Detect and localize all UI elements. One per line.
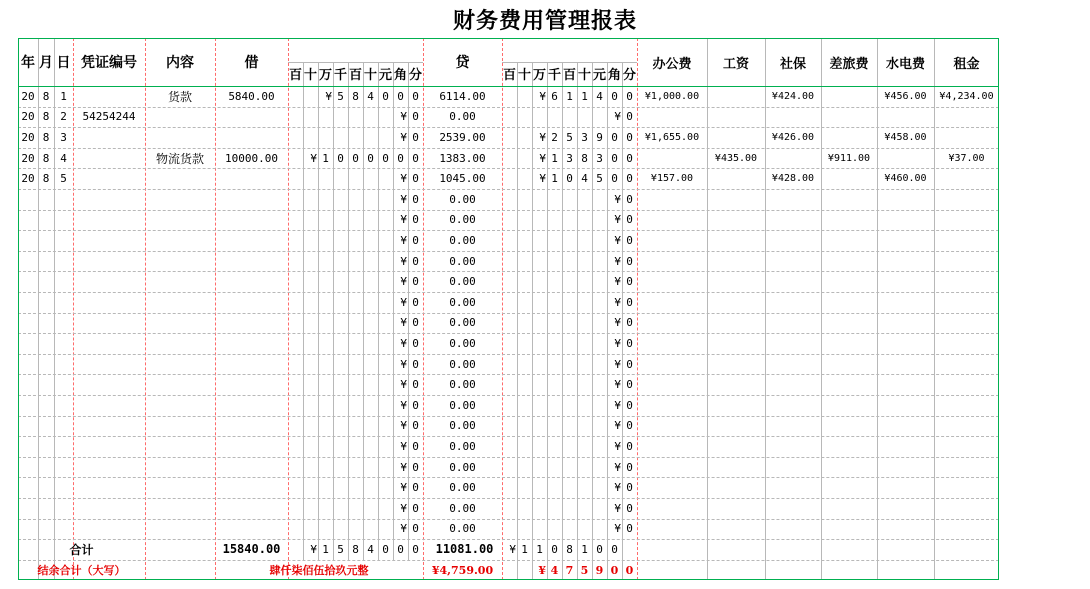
credit-digit: 0 (626, 172, 633, 186)
header-credit-digit: 万 (532, 68, 546, 83)
credit-digit: ¥ (539, 130, 546, 144)
cell-fee: ¥426.00 (771, 131, 815, 143)
credit-digit: 0 (626, 439, 633, 453)
header-content: 内容 (166, 55, 194, 71)
credit-digit: 4 (581, 172, 588, 186)
credit-digit: ¥ (614, 192, 621, 206)
debit-digit: 0 (412, 254, 419, 268)
credit-digit: 0 (566, 172, 573, 186)
credit-digit: ¥ (539, 89, 546, 103)
cell-year: 20 (21, 89, 35, 103)
cell-credit: 0.00 (449, 522, 476, 536)
cell-credit: 0.00 (449, 110, 476, 124)
cell-day: 1 (60, 89, 67, 103)
total-credit-digit: 1 (521, 542, 528, 556)
total-credit-digit: 1 (581, 542, 588, 556)
debit-digit: ¥ (400, 378, 407, 392)
total-credit-digit: 8 (566, 542, 573, 556)
balance-digit: ¥ (538, 563, 546, 577)
debit-digit: ¥ (400, 336, 407, 350)
credit-digit: 0 (626, 501, 633, 515)
cell-credit: 2539.00 (439, 130, 486, 144)
credit-digit: 9 (596, 130, 603, 144)
cell-fee: ¥1,655.00 (644, 131, 700, 143)
credit-digit: ¥ (614, 378, 621, 392)
credit-digit: 5 (596, 172, 603, 186)
credit-digit: 3 (566, 151, 573, 165)
credit-digit: 0 (626, 295, 633, 309)
header-credit-digit: 千 (547, 68, 561, 83)
credit-digit: 3 (596, 151, 603, 165)
debit-digit: ¥ (400, 295, 407, 309)
debit-digit: 0 (412, 501, 419, 515)
header-year: 年 (21, 55, 35, 71)
debit-digit: 0 (337, 151, 344, 165)
cell-credit: 0.00 (449, 213, 476, 227)
debit-digit: 0 (352, 151, 359, 165)
cell-fee: ¥460.00 (884, 173, 927, 185)
credit-digit: 1 (551, 151, 558, 165)
cell-year: 20 (21, 130, 35, 144)
debit-digit: 8 (352, 89, 359, 103)
cell-fee: ¥458.00 (884, 131, 927, 143)
cell-fee: ¥1,000.00 (644, 90, 700, 102)
debit-digit: 0 (412, 172, 419, 186)
debit-digit: 0 (412, 398, 419, 412)
cell-credit: 6114.00 (439, 89, 486, 103)
credit-digit: 0 (626, 254, 633, 268)
total-debit-digit: 0 (412, 542, 419, 556)
header-debit-digit: 角 (393, 68, 407, 83)
credit-digit: 0 (626, 233, 633, 247)
credit-digit: ¥ (614, 439, 621, 453)
credit-digit: ¥ (614, 213, 621, 227)
cell-month: 8 (42, 130, 50, 144)
header-voucher: 凭证编号 (81, 55, 137, 71)
header-credit: 贷 (455, 55, 470, 71)
credit-digit: 0 (611, 130, 618, 144)
debit-digit: ¥ (400, 172, 407, 186)
debit-digit: 0 (412, 89, 419, 103)
balance-digit: 7 (565, 563, 574, 577)
credit-digit: 0 (626, 481, 633, 495)
cell-content: 物流货款 (155, 151, 204, 166)
cell-fee: ¥428.00 (771, 173, 815, 185)
credit-digit: ¥ (614, 419, 621, 433)
debit-digit: ¥ (400, 460, 407, 474)
credit-digit: ¥ (614, 481, 621, 495)
header-debit-digit: 百 (288, 68, 302, 83)
debit-digit: 0 (412, 275, 419, 289)
cell-month: 8 (42, 110, 50, 124)
header-fee: 工资 (722, 56, 749, 72)
cell-year: 20 (21, 172, 35, 186)
report-title: 财务费用管理报表 (452, 8, 637, 34)
balance-amount: ¥4,759.00 (431, 563, 494, 577)
balance-digit: 4 (550, 563, 559, 577)
debit-digit: 0 (412, 378, 419, 392)
header-day: 日 (56, 55, 71, 71)
cell-fee: ¥911.00 (827, 152, 871, 164)
header-debit-digit: 百 (348, 68, 362, 83)
credit-digit: 5 (566, 130, 573, 144)
debit-digit: 0 (412, 151, 419, 165)
header-debit-digit: 万 (318, 68, 332, 83)
balance-digit: 5 (580, 563, 589, 577)
debit-digit: 0 (412, 419, 419, 433)
credit-digit: 0 (626, 213, 633, 227)
credit-digit: ¥ (614, 357, 621, 371)
cell-voucher: 54254244 (82, 110, 136, 124)
debit-digit: 0 (412, 357, 419, 371)
cell-credit: 0.00 (449, 419, 476, 433)
credit-digit: ¥ (614, 110, 621, 124)
header-fee: 办公费 (652, 56, 692, 72)
cell-credit: 1383.00 (439, 151, 486, 165)
credit-digit: 0 (611, 151, 618, 165)
header-debit-digit: 分 (408, 68, 422, 83)
debit-digit: 0 (382, 89, 389, 103)
debit-digit: 0 (412, 439, 419, 453)
cell-year: 20 (21, 151, 35, 165)
debit-digit: ¥ (400, 254, 407, 268)
debit-digit: ¥ (400, 357, 407, 371)
header-debit: 借 (244, 55, 259, 71)
cell-credit: 0.00 (449, 398, 476, 412)
cell-fee: ¥424.00 (771, 90, 815, 102)
header-credit-digit: 分 (622, 68, 636, 83)
total-debit-digit: 4 (367, 542, 374, 556)
header-debit-digit: 十 (363, 68, 377, 83)
header-month: 月 (39, 55, 53, 71)
ledger-table (18, 38, 999, 580)
credit-digit: 0 (626, 357, 633, 371)
total-debit-digit: 1 (322, 542, 329, 556)
credit-digit: 0 (626, 522, 633, 536)
credit-digit: 0 (626, 192, 633, 206)
header-credit-digit: 十 (577, 68, 591, 83)
debit-digit: ¥ (400, 130, 407, 144)
credit-digit: 0 (626, 398, 633, 412)
credit-digit: 0 (626, 336, 633, 350)
header-credit-digit: 百 (562, 68, 576, 83)
debit-digit: 0 (412, 130, 419, 144)
total-credit-digit: ¥ (509, 542, 516, 556)
debit-digit: ¥ (400, 275, 407, 289)
cell-credit: 0.00 (449, 336, 476, 350)
debit-digit: 0 (397, 151, 404, 165)
header-debit-digit: 元 (378, 68, 392, 83)
cell-fee: ¥157.00 (650, 173, 694, 185)
total-credit-digit: 1 (536, 542, 543, 556)
credit-digit: 0 (611, 89, 618, 103)
debit-digit: ¥ (400, 316, 407, 330)
cell-month: 8 (42, 151, 50, 165)
credit-digit: ¥ (614, 254, 621, 268)
debit-digit: 0 (412, 522, 419, 536)
header-credit-digit: 十 (517, 68, 531, 83)
total-debit-digit: 5 (337, 542, 344, 556)
credit-digit: 8 (581, 151, 588, 165)
debit-digit: 0 (412, 316, 419, 330)
credit-digit: 0 (626, 378, 633, 392)
debit-digit: 0 (412, 233, 419, 247)
credit-digit: 3 (581, 130, 588, 144)
debit-digit: ¥ (325, 89, 332, 103)
cell-month: 8 (42, 89, 50, 103)
total-debit-digit: 0 (382, 542, 389, 556)
cell-year: 20 (21, 110, 35, 124)
header-fee: 差旅费 (829, 56, 869, 72)
debit-digit: 0 (412, 460, 419, 474)
total-debit-digit: 8 (352, 542, 359, 556)
credit-digit: 0 (626, 419, 633, 433)
cell-fee: ¥37.00 (948, 152, 985, 164)
cell-month: 8 (42, 172, 50, 186)
debit-digit: 0 (382, 151, 389, 165)
debit-digit: ¥ (400, 439, 407, 453)
cell-credit: 0.00 (449, 295, 476, 309)
debit-digit: ¥ (400, 481, 407, 495)
cell-day: 3 (60, 130, 67, 144)
cell-credit: 0.00 (449, 316, 476, 330)
debit-digit: ¥ (400, 192, 407, 206)
credit-digit: 0 (611, 172, 618, 186)
balance-digit: 0 (625, 563, 634, 577)
header-credit-digit: 元 (592, 68, 606, 83)
balance-upper: 肆仟柒佰伍拾玖元整 (269, 564, 369, 578)
credit-digit: ¥ (614, 460, 621, 474)
header-debit-digit: 千 (333, 68, 347, 83)
total-credit-digit: 0 (551, 542, 558, 556)
credit-digit: ¥ (614, 336, 621, 350)
cell-credit: 0.00 (449, 481, 476, 495)
total-debit-digit: 0 (397, 542, 404, 556)
total-credit-digit: 0 (596, 542, 603, 556)
debit-digit: ¥ (400, 233, 407, 247)
header-debit-digit: 十 (303, 68, 317, 83)
cell-content: 货款 (167, 89, 192, 104)
credit-digit: 1 (551, 172, 558, 186)
cell-debit: 10000.00 (225, 151, 278, 165)
credit-digit: 0 (626, 130, 633, 144)
cell-credit: 0.00 (449, 378, 476, 392)
cell-day: 5 (60, 172, 67, 186)
debit-digit: 0 (412, 192, 419, 206)
credit-digit: 6 (551, 89, 558, 103)
credit-digit: ¥ (614, 522, 621, 536)
total-credit: 11081.00 (435, 542, 494, 557)
debit-digit: ¥ (400, 501, 407, 515)
total-credit-digit: 0 (611, 542, 618, 556)
credit-digit: ¥ (614, 233, 621, 247)
credit-digit: ¥ (614, 316, 621, 330)
total-debit: 15840.00 (222, 542, 281, 557)
credit-digit: 0 (626, 275, 633, 289)
header-fee: 社保 (779, 56, 806, 72)
debit-digit: 0 (397, 89, 404, 103)
credit-digit: 0 (626, 110, 633, 124)
cell-credit: 1045.00 (439, 172, 486, 186)
total-label: 合计 (69, 542, 94, 557)
debit-digit: 0 (367, 151, 374, 165)
credit-digit: ¥ (539, 172, 546, 186)
cell-credit: 0.00 (449, 192, 476, 206)
credit-digit: 4 (596, 89, 603, 103)
table-outer-border (18, 38, 999, 580)
debit-digit: 0 (412, 336, 419, 350)
cell-day: 2 (60, 110, 67, 124)
balance-digit: 9 (595, 563, 604, 577)
debit-digit: ¥ (400, 419, 407, 433)
debit-digit: 0 (412, 295, 419, 309)
cell-credit: 0.00 (449, 254, 476, 268)
debit-digit: 5 (337, 89, 344, 103)
cell-fee: ¥456.00 (884, 90, 927, 102)
debit-digit: ¥ (400, 110, 407, 124)
header-fee: 租金 (953, 56, 980, 72)
debit-digit: ¥ (400, 398, 407, 412)
cell-credit: 0.00 (449, 460, 476, 474)
cell-credit: 0.00 (449, 357, 476, 371)
debit-digit: 0 (412, 213, 419, 227)
credit-digit: ¥ (539, 151, 546, 165)
balance-label: 结余合计（大写） (37, 564, 126, 578)
credit-digit: ¥ (614, 501, 621, 515)
cell-credit: 0.00 (449, 275, 476, 289)
debit-digit: 1 (322, 151, 329, 165)
debit-digit: 4 (367, 89, 374, 103)
debit-digit: 0 (412, 110, 419, 124)
cell-credit: 0.00 (449, 501, 476, 515)
cell-fee: ¥435.00 (714, 152, 758, 164)
credit-digit: ¥ (614, 398, 621, 412)
header-credit-digit: 百 (502, 68, 516, 83)
cell-fee: ¥4,234.00 (939, 90, 994, 102)
cell-credit: 0.00 (449, 233, 476, 247)
credit-digit: ¥ (614, 275, 621, 289)
total-debit-digit: ¥ (310, 542, 317, 556)
credit-digit: 1 (566, 89, 573, 103)
credit-digit: ¥ (614, 295, 621, 309)
credit-digit: 0 (626, 89, 633, 103)
credit-digit: 1 (581, 89, 588, 103)
header-fee: 水电费 (885, 56, 925, 72)
debit-digit: ¥ (310, 151, 317, 165)
cell-day: 4 (60, 151, 67, 165)
credit-digit: 0 (626, 151, 633, 165)
debit-digit: ¥ (400, 522, 407, 536)
cell-debit: 5840.00 (228, 89, 275, 103)
balance-digit: 0 (610, 563, 619, 577)
cell-credit: 0.00 (449, 439, 476, 453)
debit-digit: 0 (412, 481, 419, 495)
header-credit-digit: 角 (607, 68, 621, 83)
credit-digit: 0 (626, 316, 633, 330)
credit-digit: 0 (626, 460, 633, 474)
debit-digit: ¥ (400, 213, 407, 227)
credit-digit: 2 (551, 130, 558, 144)
